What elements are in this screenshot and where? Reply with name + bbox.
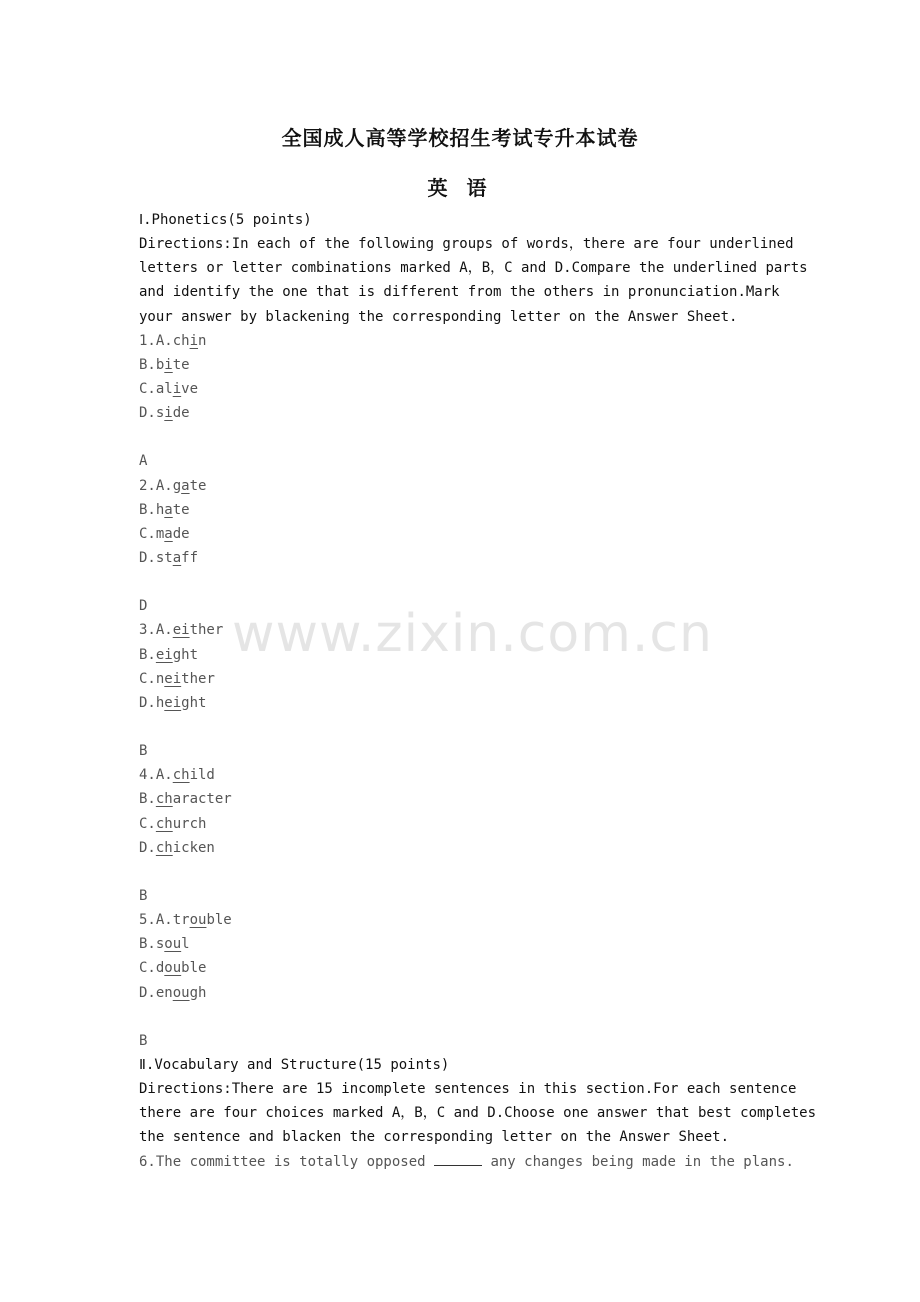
word-part: ild bbox=[189, 767, 215, 784]
word-part: ve bbox=[181, 381, 199, 398]
underlined-letters: a bbox=[164, 501, 173, 518]
underlined-letters: ei bbox=[155, 646, 173, 663]
word-part: n bbox=[155, 670, 165, 687]
phonetics-question-list bbox=[139, 329, 819, 1053]
phonetics-option bbox=[139, 981, 819, 1005]
phonetics-option bbox=[139, 353, 819, 377]
exam-body bbox=[139, 208, 819, 1174]
word-part: te bbox=[172, 501, 190, 518]
phonetics-option bbox=[139, 836, 819, 860]
word-part: ble bbox=[206, 912, 232, 929]
option-prefix: 1.A. bbox=[139, 332, 173, 349]
word-part: b bbox=[155, 356, 165, 373]
underlined-letters: ch bbox=[155, 839, 173, 856]
phonetics-option bbox=[139, 522, 819, 546]
word-part: de bbox=[172, 405, 190, 422]
word-part: te bbox=[172, 356, 190, 373]
answer-key: B bbox=[139, 1032, 148, 1049]
option-prefix: D. bbox=[139, 984, 156, 1001]
option-prefix: D. bbox=[139, 405, 156, 422]
phonetics-option bbox=[139, 932, 819, 956]
answer-key: D bbox=[139, 598, 148, 615]
phonetics-option bbox=[139, 618, 819, 642]
underlined-letters: ou bbox=[172, 984, 190, 1001]
word-part: ch bbox=[172, 332, 190, 349]
spacer bbox=[139, 715, 819, 739]
underlined-letters: ou bbox=[189, 912, 207, 929]
word-part: n bbox=[198, 332, 207, 349]
underlined-letters: a bbox=[181, 477, 190, 494]
word-part: s bbox=[155, 936, 165, 953]
word-part: ther bbox=[189, 622, 224, 639]
phonetics-option bbox=[139, 956, 819, 980]
underlined-letters: ou bbox=[164, 936, 182, 953]
section-directions-vocabulary: Directions:There are 15 incomplete sentences in this section.For each sentence there are four choices marked A，B，C and D.Choose one answer that best completes the sentence and blacken the corresponding letter on the Answer Sheet. bbox=[139, 1081, 817, 1146]
option-prefix: B. bbox=[139, 646, 156, 663]
answer-key: B bbox=[139, 743, 148, 760]
option-prefix: C. bbox=[139, 381, 156, 398]
exam-subject: 英 语 bbox=[427, 176, 493, 200]
question-6-tail: any changes being made in the plans. bbox=[482, 1153, 794, 1170]
word-part: gh bbox=[189, 984, 207, 1001]
underlined-letters: i bbox=[189, 332, 199, 349]
word-part: ther bbox=[181, 670, 215, 687]
option-prefix: C. bbox=[139, 960, 156, 977]
underlined-letters: ch bbox=[172, 767, 190, 784]
phonetics-option bbox=[139, 474, 819, 498]
phonetics-option bbox=[139, 377, 819, 401]
underlined-letters: ou bbox=[164, 960, 182, 977]
phonetics-option bbox=[139, 498, 819, 522]
underlined-letters: i bbox=[164, 405, 173, 422]
word-part: icken bbox=[172, 839, 215, 856]
word-part: ff bbox=[181, 550, 199, 567]
phonetics-option bbox=[139, 812, 819, 836]
underlined-letters: ei bbox=[172, 622, 190, 639]
spacer bbox=[139, 860, 819, 884]
word-part: de bbox=[172, 525, 190, 542]
option-prefix: 2.A. bbox=[139, 477, 173, 494]
phonetics-option bbox=[139, 787, 819, 811]
phonetics-option bbox=[139, 401, 819, 425]
word-part: s bbox=[155, 405, 165, 422]
phonetics-option bbox=[139, 546, 819, 570]
word-part: ght bbox=[181, 694, 207, 711]
word-part: d bbox=[155, 960, 165, 977]
watermark: www.zixin.com.cn bbox=[232, 604, 713, 664]
phonetics-option bbox=[139, 643, 819, 667]
option-prefix: D. bbox=[139, 550, 156, 567]
option-prefix: B. bbox=[139, 936, 156, 953]
section-heading-phonetics: Ⅰ.Phonetics(5 points) bbox=[139, 212, 312, 228]
word-part: m bbox=[155, 525, 165, 542]
option-prefix: D. bbox=[139, 839, 156, 856]
option-prefix: B. bbox=[139, 501, 156, 518]
word-part: ght bbox=[172, 646, 199, 663]
section-directions-phonetics: Directions:In each of the following groups of words，there are four underlined letters or letter combinations marked A，B，C and D.Compare the underlined parts and identify the one that is different from the others in pronunciation.Mark your answer by blackening the corresponding letter on the Answer Sheet. bbox=[139, 236, 808, 325]
exam-title: 全国成人高等学校招生考试专升本试卷 bbox=[281, 126, 639, 150]
word-part: te bbox=[189, 477, 207, 494]
option-prefix: C. bbox=[139, 525, 156, 542]
word-part: l bbox=[181, 936, 190, 953]
option-prefix: C. bbox=[139, 670, 156, 687]
option-prefix: B. bbox=[139, 356, 156, 373]
underlined-letters: ei bbox=[164, 694, 182, 711]
section-heading-vocabulary: Ⅱ.Vocabulary and Structure(15 points) bbox=[139, 1056, 450, 1073]
option-prefix: 5.A. bbox=[139, 912, 173, 929]
word-part: aracter bbox=[172, 791, 232, 808]
underlined-letters: ei bbox=[164, 670, 182, 687]
word-part: g bbox=[172, 477, 182, 494]
underlined-letters: a bbox=[172, 550, 182, 567]
word-part: urch bbox=[172, 815, 207, 832]
option-prefix: D. bbox=[139, 694, 156, 711]
word-part: h bbox=[155, 501, 165, 518]
question-6 bbox=[139, 1150, 819, 1174]
question-6-stem: 6.The committee is totally opposed bbox=[139, 1153, 435, 1170]
word-part: h bbox=[155, 694, 165, 711]
answer-key: B bbox=[139, 888, 148, 904]
underlined-letters: i bbox=[172, 381, 182, 398]
phonetics-option bbox=[139, 763, 819, 787]
underlined-letters: ch bbox=[155, 791, 173, 808]
spacer bbox=[139, 425, 819, 449]
spacer bbox=[139, 570, 819, 594]
phonetics-option bbox=[139, 691, 819, 715]
underlined-letters: i bbox=[164, 356, 173, 373]
answer-key: A bbox=[139, 453, 148, 470]
word-part: al bbox=[155, 381, 173, 398]
word-part: ble bbox=[181, 960, 207, 977]
phonetics-option bbox=[139, 908, 819, 932]
word-part: en bbox=[155, 984, 173, 1001]
underlined-letters: a bbox=[164, 525, 173, 542]
phonetics-option bbox=[139, 667, 819, 691]
option-prefix: C. bbox=[139, 815, 156, 832]
underlined-letters: ch bbox=[155, 815, 173, 832]
option-prefix: B. bbox=[139, 791, 156, 808]
word-part: st bbox=[155, 550, 173, 567]
phonetics-option bbox=[139, 329, 819, 353]
answer-blank bbox=[434, 1151, 482, 1166]
word-part: tr bbox=[172, 912, 190, 929]
option-prefix: 4.A. bbox=[139, 767, 173, 784]
option-prefix: 3.A. bbox=[139, 622, 173, 639]
spacer bbox=[139, 1005, 819, 1029]
